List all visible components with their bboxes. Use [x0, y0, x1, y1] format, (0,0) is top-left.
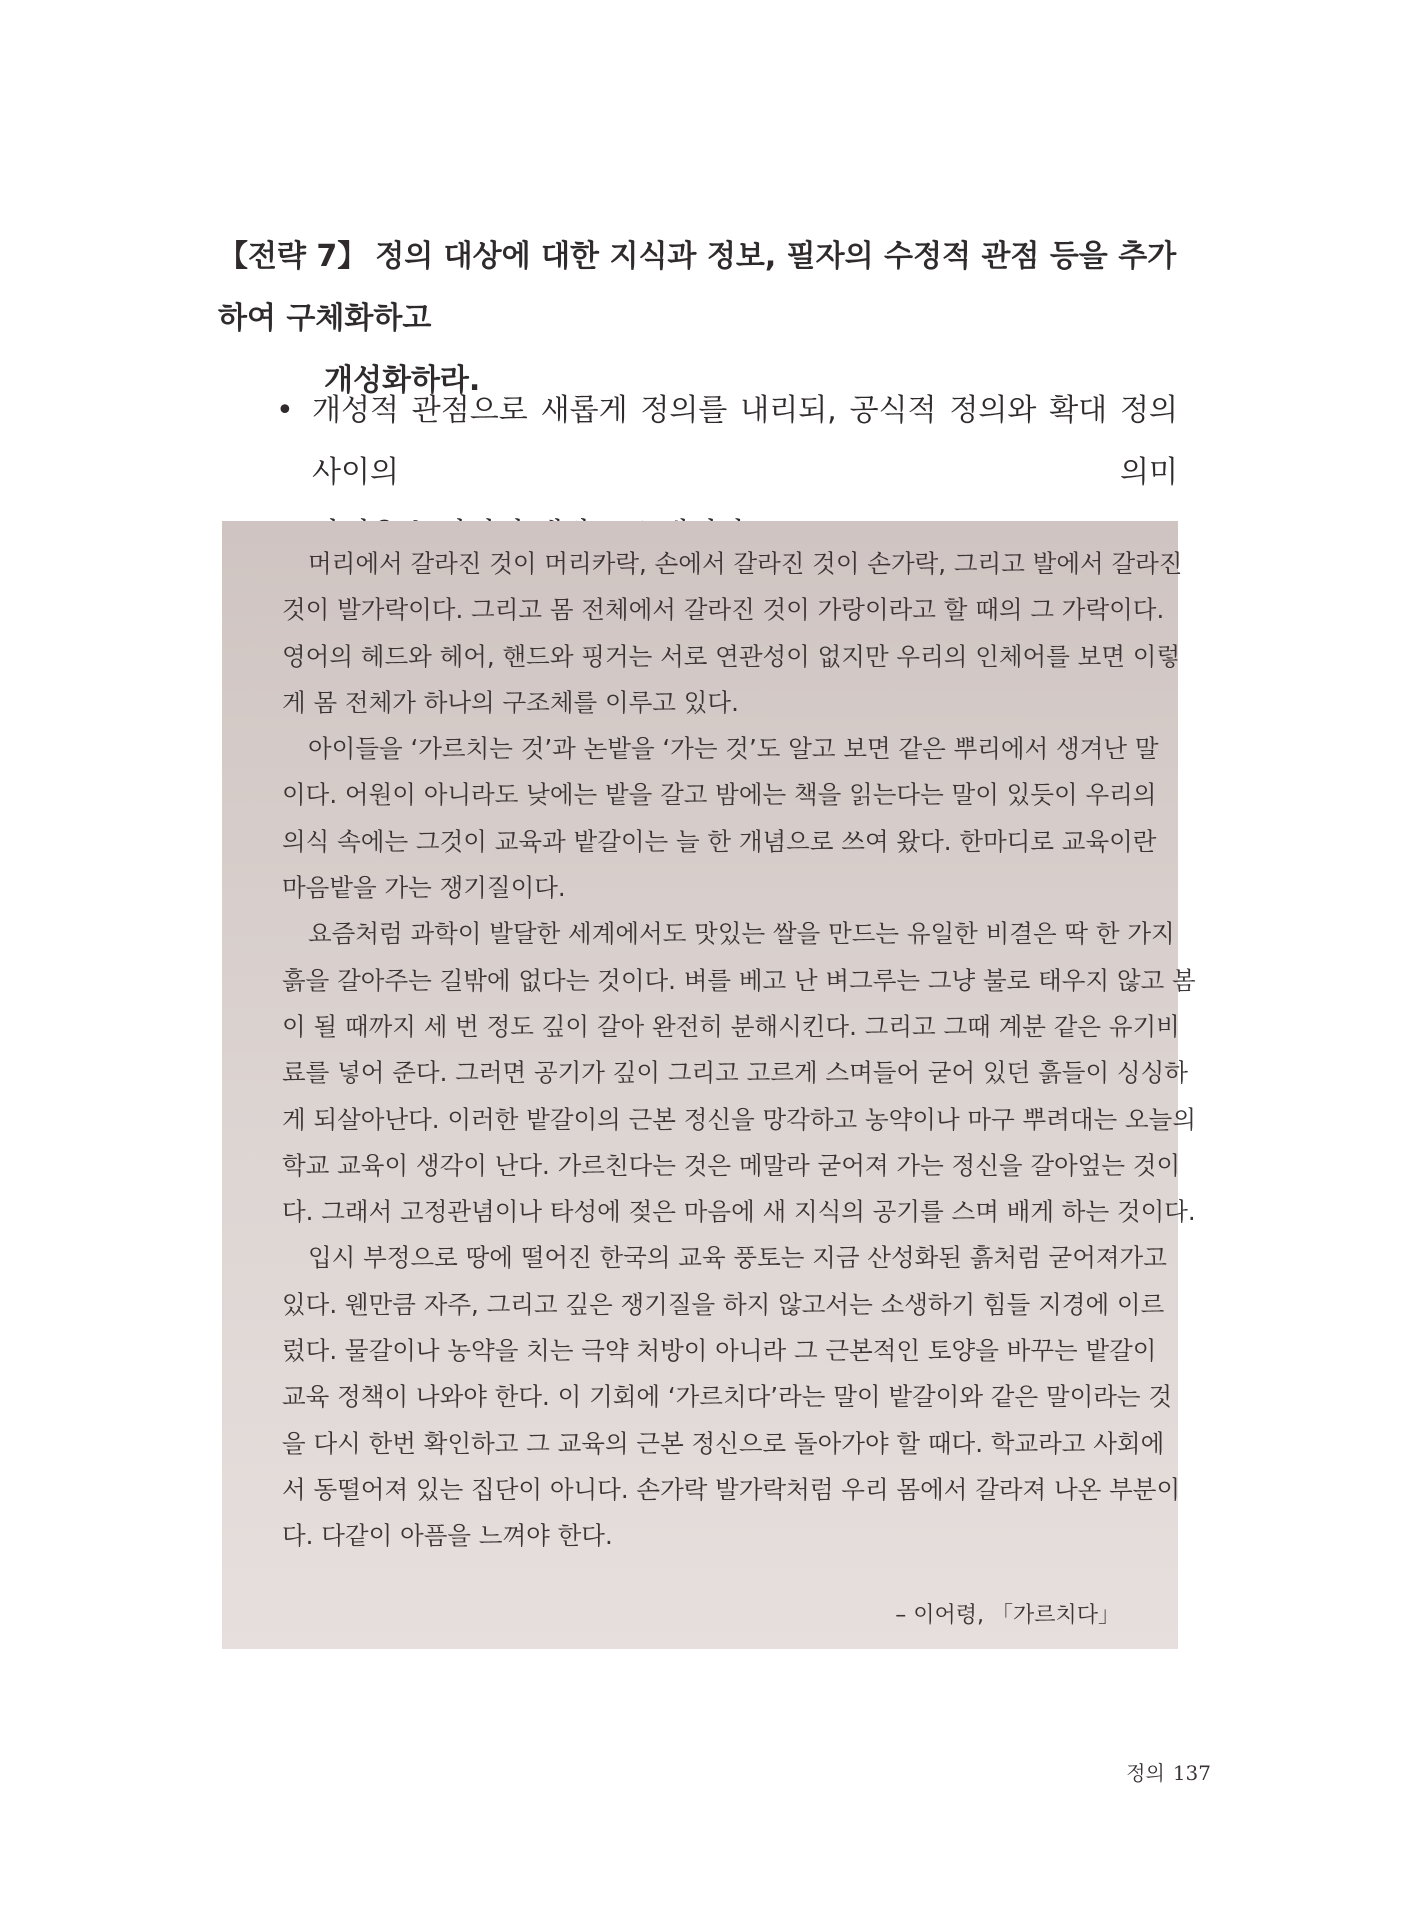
quote-line: 의식 속에는 그것이 교육과 밭갈이는 늘 한 개념으로 쓰여 왔다. 한마디로 교육이란 [282, 826, 1157, 856]
quote-line: 마음밭을 가는 쟁기질이다. [282, 873, 566, 903]
quote-text [282, 541, 1197, 1560]
page-footer [1126, 1757, 1211, 1786]
page-number: 137 [1172, 1761, 1211, 1785]
bullet-line-1: 개성적 관점으로 새롭게 정의를 내리되, 공식적 정의와 확대 정의 사이의 의미 [312, 393, 1178, 490]
strategy-tag: 【전략 7】 [218, 239, 368, 274]
footer-section: 정의 [1126, 1761, 1165, 1785]
quote-source: – 이어령, 「가르치다」 [895, 1603, 1120, 1628]
quote-line: 영어의 헤드와 헤어, 핸드와 핑거는 서로 연관성이 없지만 우리의 인체어를 보면 이렇 [282, 641, 1181, 671]
quote-line: 을 다시 한번 확인하고 그 교육의 근본 정신으로 돌아가야 할 때다. 학교라고 사회에 [282, 1428, 1165, 1458]
quote-line: 입시 부정으로 땅에 떨어진 한국의 교육 풍토는 지금 산성화된 흙처럼 굳어져가고 [308, 1243, 1167, 1273]
bullet-icon: • [276, 393, 294, 428]
quote-line: 이 될 때까지 세 번 정도 깊이 갈아 완전히 분해시킨다. 그리고 그때 계분 같은 유기비 [282, 1011, 1180, 1041]
quote-box [222, 521, 1197, 1649]
quote-line: 이다. 어원이 아니라도 낮에는 밭을 갈고 밤에는 책을 읽는다는 말이 있듯이 우리의 [282, 780, 1157, 810]
quote-line: 있다. 웬만큼 자주, 그리고 깊은 쟁기질을 하지 않고서는 소생하기 힘들 지경에 이르 [282, 1289, 1165, 1319]
quote-line: 머리에서 갈라진 것이 머리카락, 손에서 갈라진 것이 손가락, 그리고 발에서 갈라진 [308, 549, 1183, 578]
quote-line: 것이 발가락이다. 그리고 몸 전체에서 갈라진 것이 가랑이라고 할 때의 그 가락이다. [282, 595, 1165, 625]
quote-line: 흙을 갈아주는 길밖에 없다는 것이다. 벼를 베고 난 벼그루는 그냥 불로 태우지 않고 봄 [282, 965, 1196, 995]
quote-line: 교육 정책이 나와야 한다. 이 기회에 ‘가르치다’라는 말이 밭갈이와 같은 말이라는 것 [282, 1382, 1173, 1412]
strategy-line-1 [218, 226, 1178, 350]
quote-line: 료를 넣어 준다. 그러면 공기가 깊이 그리고 고르게 스며들어 굳어 있던 흙들이 싱싱하 [282, 1058, 1188, 1088]
quote-line: 학교 교육이 생각이 난다. 가르친다는 것은 메말라 굳어져 가는 정신을 갈아엎는 것이 [282, 1150, 1181, 1180]
strategy-line-2: 개성화하라. [324, 363, 481, 398]
quote-line: 다. 그래서 고정관념이나 타성에 젖은 마음에 새 지식의 공기를 스며 배게 하는 것이다. [282, 1197, 1196, 1227]
quote-line: 게 되살아난다. 이러한 밭갈이의 근본 정신을 망각하고 농약이나 마구 뿌려대는 오늘의 [282, 1104, 1197, 1134]
quote-line: 렀다. 물갈이나 농약을 치는 극약 처방이 아니라 그 근본적인 토양을 바꾸는 밭갈이 [282, 1336, 1157, 1366]
quote-line: 요즘처럼 과학이 발달한 세계에서도 맛있는 쌀을 만드는 유일한 비결은 딱 한 가지 [308, 919, 1175, 949]
quote-line: 서 동떨어져 있는 집단이 아니다. 손가락 발가락처럼 우리 몸에서 갈라져 나온 부분이 [282, 1474, 1181, 1504]
strategy-text-1: 정의 대상에 대한 지식과 정보, 필자의 수정적 관점 등을 추가하여 구체화하고 [218, 239, 1177, 336]
quote-line: 아이들을 ‘가르치는 것’과 논밭을 ‘가는 것’도 알고 보면 같은 뿌리에서 생겨난 말 [308, 734, 1159, 764]
quote-line: 게 몸 전체가 하나의 구조체를 이루고 있다. [282, 687, 739, 717]
quote-line: 다. 다같이 아픔을 느껴야 한다. [282, 1521, 613, 1551]
